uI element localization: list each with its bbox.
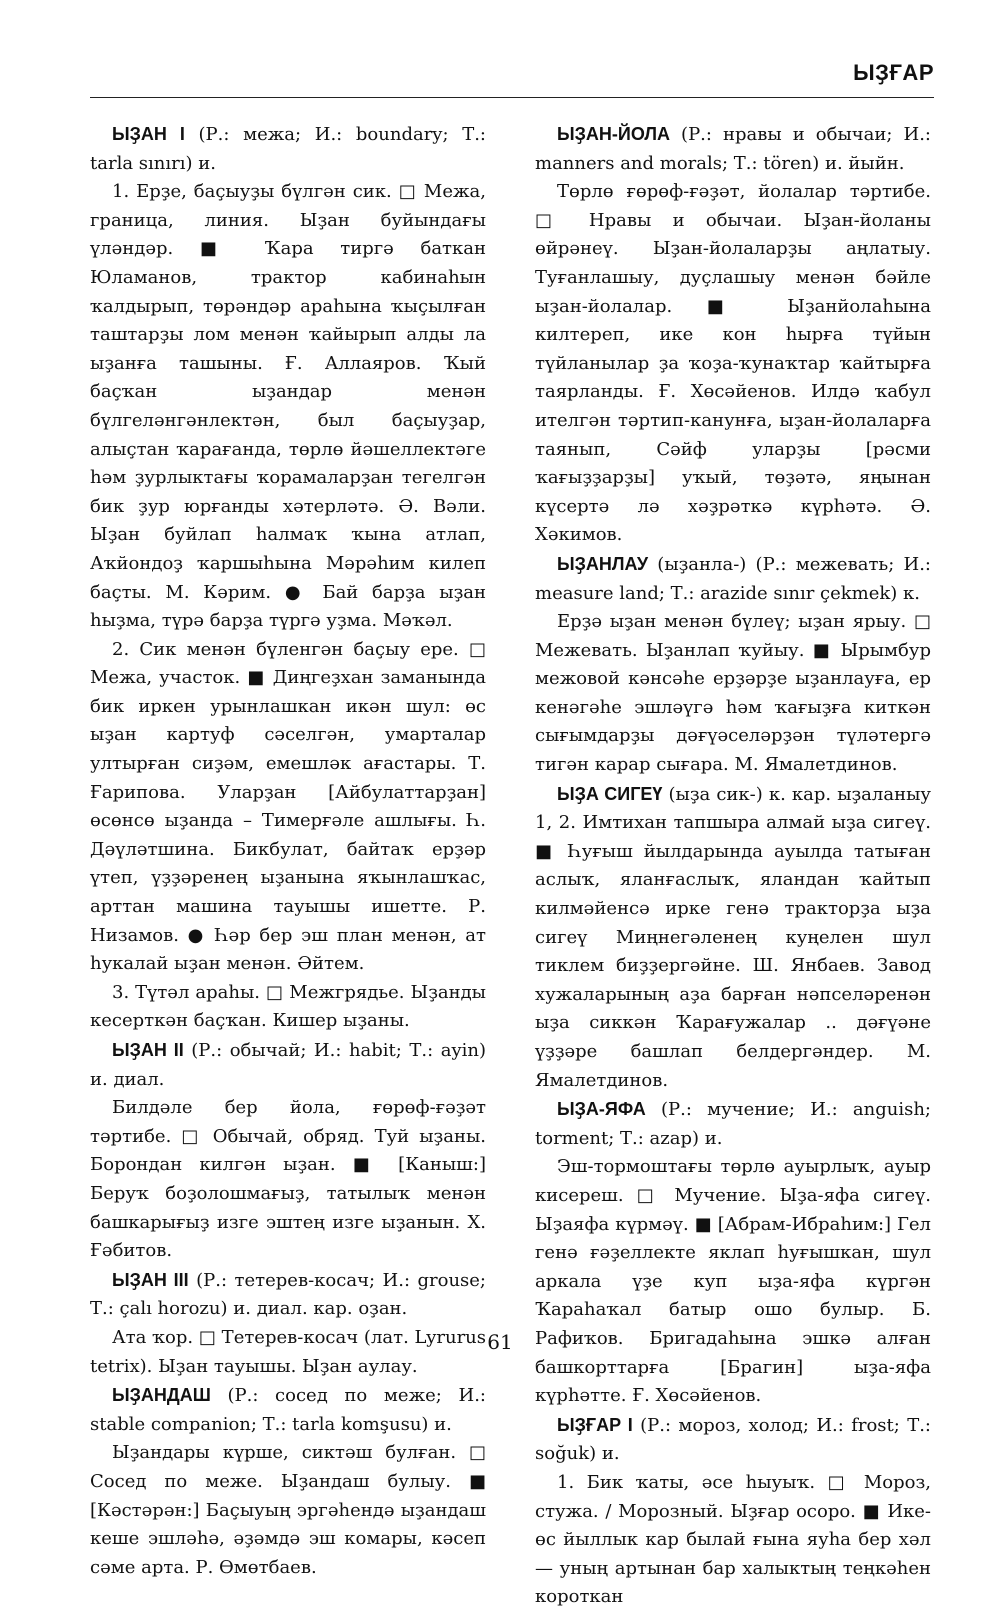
entry-paragraph <box>90 178 486 636</box>
entry-text: Ата ҡор. □ Тетерев-косач (лат. Lyrurus tetrix). Ыҙан тауышы. Ыҙан аулау. <box>90 1326 486 1377</box>
entry-text: (Р.: межа; И.: boundary; Т.: tarla sınırı) и. <box>90 124 486 174</box>
left-column <box>90 120 486 1582</box>
entry-text: (Р.: мучение; И.: anguish; torment; Т.: azap) и. <box>535 1099 931 1149</box>
entry-text: Төрлө ғөрөф-ғәҙәт, йолалар тәртибе. □ Нравы и обычаи. Ыҙан-йоланы өйрәнеү. Ыҙан-йолаларҙы аңлатыу. Туғанлашыу, дуҫлашыу менән бәйле ыҙан-йолалар. ■ Ыҙанйолаһына килтереп, ике кон һырға түйын түйланылар ҙа ҡоҙа-ҡунаҡтар ҡайтырға таярланды. Ғ. Хөсәйенов. Илдә ҡабул ителгән тәртип-канунға, ыҙан-йолаларға таянып, Сәйф уларҙы [рәсми ҡағыҙҙарҙы] уҡый, төҙәтә, яңынан күсертә лә хәҙрәткә күрһәтә. Ә. Хәкимов. <box>535 181 931 546</box>
entry-text: Ыҙандары күрше, сиктәш булған. □ Сосед по меже. Ыҙандаш булыу. ■ [Кәстәрән:] Баҫыуың эргәһендә ыҙандаш кеше эшләһә, әҙәмдә эш комары, кәсеп сәме арта. Р. Өмөтбаев. <box>90 1442 486 1578</box>
entry-paragraph <box>535 120 931 178</box>
headword: ЫҘАНЛАУ <box>557 553 649 574</box>
entry-paragraph <box>535 608 931 780</box>
entry-text: 3. Түтәл араһы. □ Межгрядье. Ыҙанды кесерткән баҫҡан. Кишер ыҙаны. <box>90 981 486 1032</box>
entry-text: 2. Сик менән бүленгән баҫыу ере. □ Межа, участок. ■ Диңгеҙхан заманында бик иркен урынлашкан икән шул: өс ыҙан картуф сәселгән, умарталар ултырған сиҙәм, емешләк ағастары. Т. Ғарипова. Уларҙан [Айбулаттарҙан] өсөнсө ыҙанда – Тимерғәле ашлығы. Һ. Дәүләтшина. Бикбулат, байтаҡ ерҙәр үтеп, үҙҙәренең ыҙанына яҡынлашҡас, арттан машина тауышы ишетте. Р. Низамов. ● Һәр бер эш план менән, ат һукалай ыҙан менән. Әйтем. <box>90 638 486 975</box>
entry-paragraph <box>90 636 486 979</box>
entry-text: (Р.: обычай; И.: habit; Т.: ayin) и. диал. <box>90 1040 486 1090</box>
page-number: 61 <box>487 1330 513 1354</box>
headword: ЫҘАНДАШ <box>112 1385 211 1406</box>
entry-text: (Р.: сосед по меже; И.: stable companion; Т.: tarla komşusu) и. <box>90 1385 486 1435</box>
headword: ЫҘАН-ЙОЛА <box>557 124 671 144</box>
entry-paragraph <box>535 178 931 550</box>
running-head: ЫҘҒАР <box>853 60 934 85</box>
entry-paragraph <box>90 1439 486 1582</box>
headword: ЫҘА СИГЕҮ <box>557 783 663 804</box>
right-column <box>535 120 931 1612</box>
entry-paragraph <box>535 1411 931 1469</box>
entry-text: (ыҙа сик-) к. кар. ыҙаланыу 1, 2. Имтихан тапшыра алмай ыҙа сигеү. ■ Һуғыш йылдарында ауылда татыған аслыҡ, яланғаслыҡ, яландан ҡайтып килмәйенсә ирке генә тракторҙа ыҙа сигеү Миңнегәленең куңелен шул тиклем биҙҙергәйне. Ш. Янбаев. Завод хужаларының аҙа барған нәпселәренән ыҙа сиккән Ҡарағужалар .. дәғүәне үҙҙәре башлап белдергәндер. М. Ямалетдинов. <box>535 783 931 1091</box>
headword: ЫҘАН III <box>112 1269 189 1290</box>
headword: ЫҘА-ЯФА <box>557 1099 646 1120</box>
entry-text: (Р.: мороз, холод; И.: frost; Т.: soğuk) и. <box>535 1414 931 1465</box>
headword: ЫҘАН II <box>112 1040 184 1060</box>
entry-paragraph <box>535 1095 931 1153</box>
entry-paragraph <box>535 780 931 1096</box>
entry-text: (Р.: нравы и обычаи; И.: manners and morals; Т.: tören) и. йыйн. <box>535 124 931 174</box>
headword: ЫҘАН I <box>112 124 185 144</box>
entry-paragraph <box>90 1036 486 1094</box>
entry-paragraph <box>90 1094 486 1266</box>
entry-text: 1. Бик ҡаты, әсе һыуыҡ. □ Мороз, стужа. / Морозный. Ыҙғар осоро. ■ Ике-өс йыллык кар былай ғына яуһа бер хәл — уның артынан бар халыктың теңкәһен короткан <box>535 1471 931 1608</box>
entry-paragraph <box>535 1469 931 1612</box>
entry-text: (Р.: тетерев-косач; И.: grouse; Т.: çalı horozu) и. диал. кар. оҙан. <box>90 1269 486 1320</box>
entry-text: Эш-тормоштағы төрлө ауырлыҡ, ауыр кисереш. □ Мучение. Ыҙа-яфа сигеү. Ыҙаяфа күрмәү. ■ [Абрам-Ибраһим:] Гел генә ғәҙеллекте яклап һуғышкан, шул аркала үҙе куп ыҙа-яфа күргән Ҡараһаҡал батыр ошо булыр. Б. Рафиҡов. Бригадаһына эшкә алған башкорттарға [Брагин] ыҙа-яфа күрһәтте. Ғ. Хөсәйенов. <box>535 1156 931 1407</box>
entry-text: 1. Ерҙе, баҫыуҙы бүлгән сик. □ Межа, граница, линия. Ыҙан буйындағы үләндәр. ■ Ҡара тиргә баткан Юламанов, трактор кабинаһын ҡалдырып, төрәндәр араһына ҡыҫылған таштарҙы лом менән ҡайырып алды ла ыҙанға ташыны. Ғ. Аллаяров. Ҡый баҫҡан ыҙандар менән бүлгеләнгәнлектән, был баҫыуҙар, алыҫтан ҡарағанда, төрлө йәшеллектәге һәм ҙурлыктағы ҡорамаларҙан тегелгән бик ҙур юрғанды хәтерләтә. Ә. Вәли. Ыҙан буйлап һалмаҡ ҡына атлап, Аҡйондоҙ ҡаршыһына Мәрәһим килеп баҫты. М. Кәрим. ● Бай барҙа ыҙан һыҙма, түрә барҙа түргә уҙма. Мәҡәл. <box>90 181 486 632</box>
entry-paragraph <box>90 120 486 178</box>
entry-text: (ыҙанла-) (Р.: межевать; И.: measure land; Т.: arazide sınır çekmek) к. <box>535 553 931 604</box>
entry-paragraph <box>90 1266 486 1324</box>
headword: ЫҘҒАР I <box>557 1414 633 1435</box>
entry-text: Билдәле бер йола, ғөрөф-ғәҙәт тәртибе. □ Обычай, обряд. Туй ыҙаны. Борондан килгән ыҙан. ■ [Каныш:] Беруҡ боҙолошмағыҙ, татылыҡ менән башкарығыҙ изге эштең изге ыҙанын. Х. Ғәбитов. <box>90 1097 486 1262</box>
entry-paragraph <box>535 1153 931 1410</box>
entry-paragraph <box>90 1381 486 1439</box>
header-rule <box>90 97 934 98</box>
entry-text: Ерҙә ыҙан менән бүлеү; ыҙан ярыу. □ Межевать. Ыҙанлап ҡуйыу. ■ Ырымбур межовой кәнсәһе ерҙәрҙе ыҙанлауға, ер кенәгәһе эшләүгә һәм ҡағыҙға киткән сығымдарҙы дәғүәселәрҙән түләтергә тигән карар сығара. М. Ямалетдинов. <box>535 611 931 776</box>
entry-paragraph <box>90 979 486 1036</box>
entry-paragraph <box>535 550 931 608</box>
